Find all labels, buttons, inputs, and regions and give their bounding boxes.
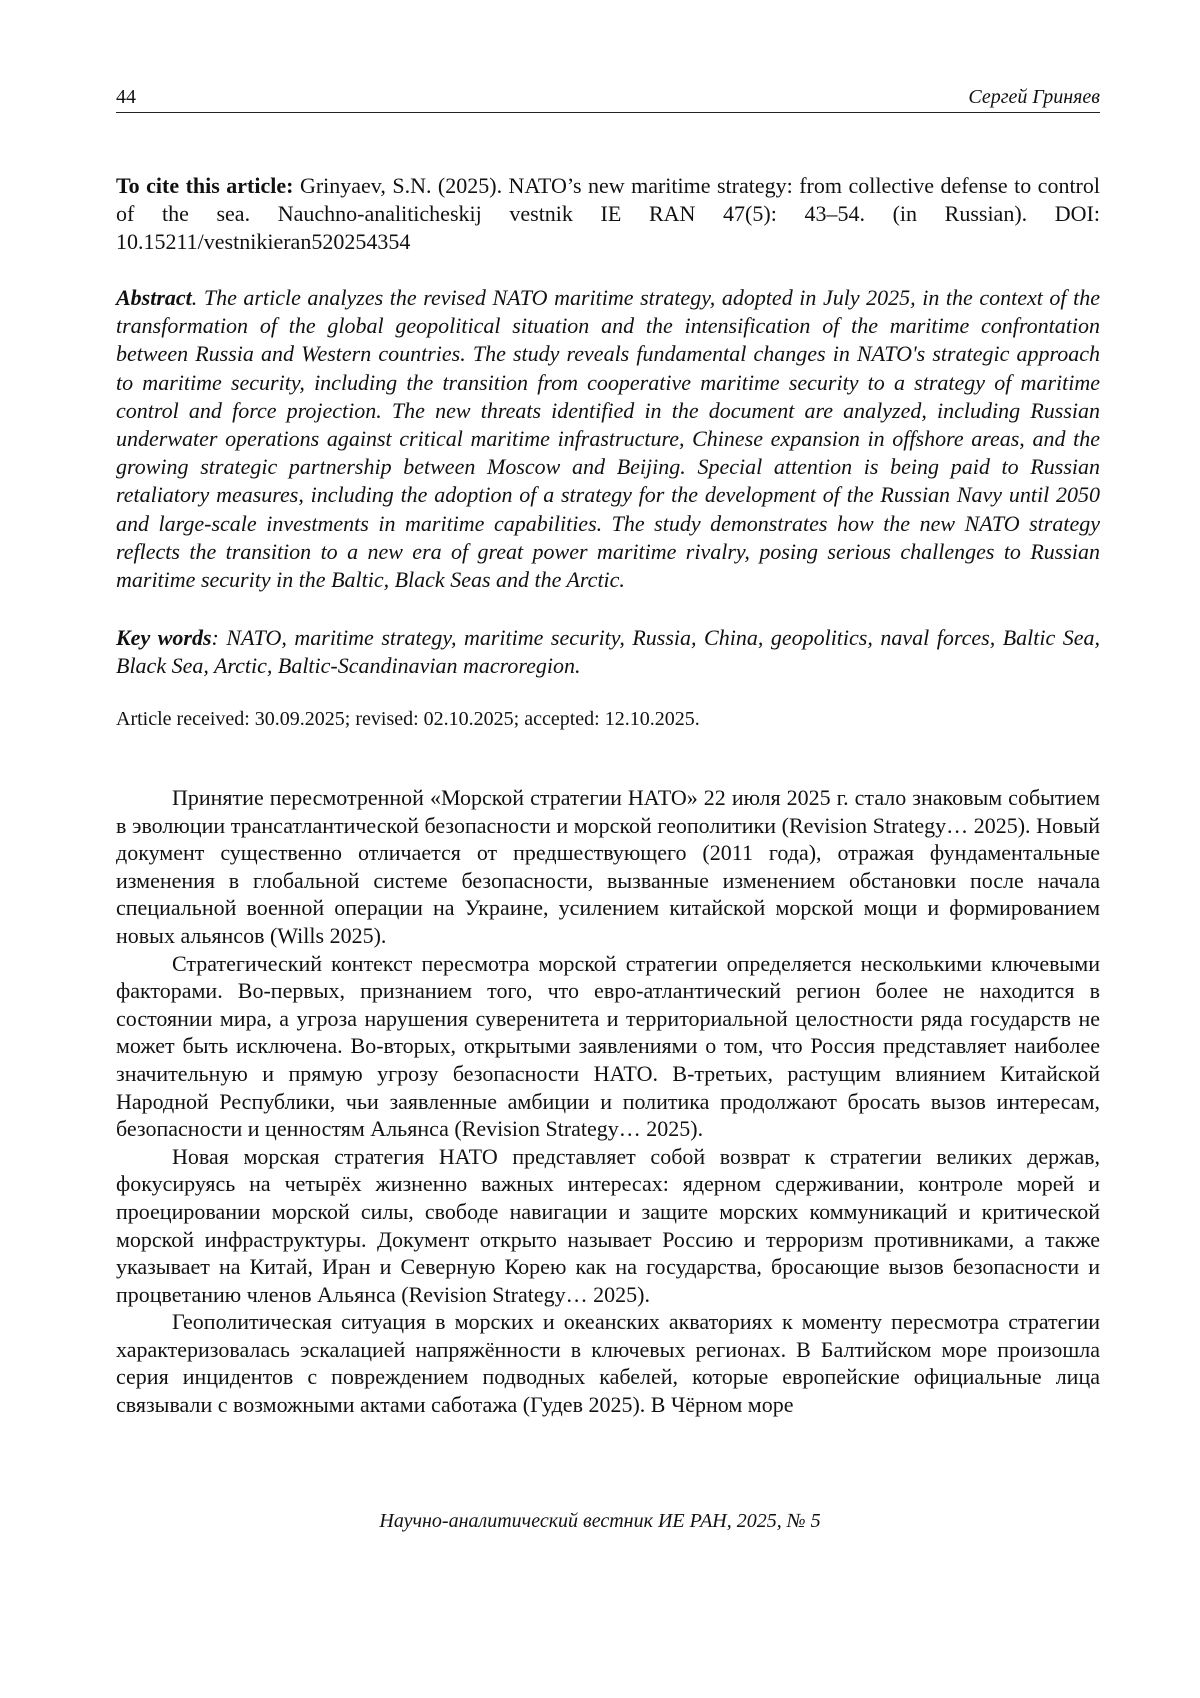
body-paragraph: Новая морская стратегия НАТО представляет собой возврат к стратегии великих держав, фокусируясь на четырёх жизненно важных интересах: ядерном сдерживании, контроле морей и проецировании морской силы, свободе навигации и защите морских коммуникаций и критической морской инфраструктуры. Документ открыто называет Россию и терроризм противниками, а также указывает на Китай, Иран и Северную Корею как на государства, бросающие вызов безопасности и процветанию членов Альянса (Revision Strategy… 2025). bbox=[116, 1143, 1100, 1307]
keywords-text: : NATO, maritime strategy, maritime security, Russia, China, geopolitics, naval forces, Baltic Sea, Black Sea, Arctic, Baltic-Scandinavian macroregion. bbox=[116, 625, 1101, 679]
citation-block bbox=[116, 172, 1100, 256]
article-body bbox=[116, 784, 1100, 1419]
abstract-block bbox=[116, 284, 1100, 594]
keywords-label: Key words bbox=[116, 625, 212, 650]
keywords-block bbox=[116, 624, 1100, 680]
journal-footer: Научно-аналитический вестник ИЕ РАН, 2025, № 5 bbox=[379, 1510, 821, 1532]
citation-label: To cite this article: bbox=[116, 173, 294, 198]
running-header bbox=[116, 86, 1100, 113]
running-author: Сергей Гриняев bbox=[968, 86, 1100, 108]
body-paragraph: Принятие пересмотренной «Морской стратегии НАТО» 22 июля 2025 г. стало знаковым событием в эволюции трансатлантической безопасности и морской геополитики (Revision Strategy… 2025). Новый документ существенно отличается от предшествующего (2011 года), отражая фундаментальные изменения в глобальной системе безопасности, вызванные изменением обстановки после начала специальной военной операции на Украине, усилением китайской морской мощи и формированием новых альянсов (Wills 2025). bbox=[116, 785, 1100, 948]
article-dates: Article received: 30.09.2025; revised: 02.10.2025; accepted: 12.10.2025. bbox=[116, 708, 700, 730]
body-paragraph: Геополитическая ситуация в морских и океанских акваториях к моменту пересмотра стратегии характеризовалась эскалацией напряжённости в ключевых регионах. В Балтийском море произошла серия инцидентов с повреждением подводных кабелей, которые европейские официальные лица связывали с возможными актами саботажа (Гудев 2025). В Чёрном море bbox=[116, 1309, 1100, 1418]
body-paragraph: Стратегический контекст пересмотра морской стратегии определяется несколькими ключевыми факторами. Во-первых, признанием того, что евро-атлантический регион более не находится в состоянии мира, а угроза нарушения суверенитета и территориальной целостности ряда государств не может быть исключена. Во-вторых, открытыми заявлениями о том, что Россия представляет наиболее значительную и прямую угрозу безопасности НАТО. В-третьих, растущим влиянием Китайской Народной Республики, чьи заявленные амбиции и политика продолжают бросать вызов интересам, безопасности и ценностям Альянса (Revision Strategy… 2025). bbox=[116, 950, 1100, 1142]
page-number: 44 bbox=[116, 86, 136, 108]
abstract-label: Abstract bbox=[116, 285, 192, 310]
abstract-text: . The article analyzes the revised NATO maritime strategy, adopted in July 2025, in the context of the transformation of the global geopolitical situation and the intensification of the maritime confrontation between Russia and Western countries. The study reveals fundamental changes in NATO's strategic approach to maritime security, including the transition from cooperative maritime security to a strategy of maritime control and force projection. The new threats identified in the document are analyzed, including Russian underwater operations against critical maritime infrastructure, Chinese expansion in offshore areas, and the growing strategic partnership between Moscow and Beijing. Special attention is being paid to Russian retaliatory measures, including the adoption of a strategy for the development of the Russian Navy until 2050 and large-scale investments in maritime capabilities. The study demonstrates how the new NATO strategy reflects the transition to a new era of great power maritime rivalry, posing serious challenges to Russian maritime security in the Baltic, Black Seas and the Arctic. bbox=[116, 285, 1100, 593]
citation-text: Grinyaev, S.N. (2025). NATO’s new maritime strategy: from collective defense to control of the sea. Nauchno-analiticheskij vestnik IE RAN 47(5): 43–54. (in Russian). DOI: 10.15211/vestnikieran520254354 bbox=[116, 173, 1100, 254]
